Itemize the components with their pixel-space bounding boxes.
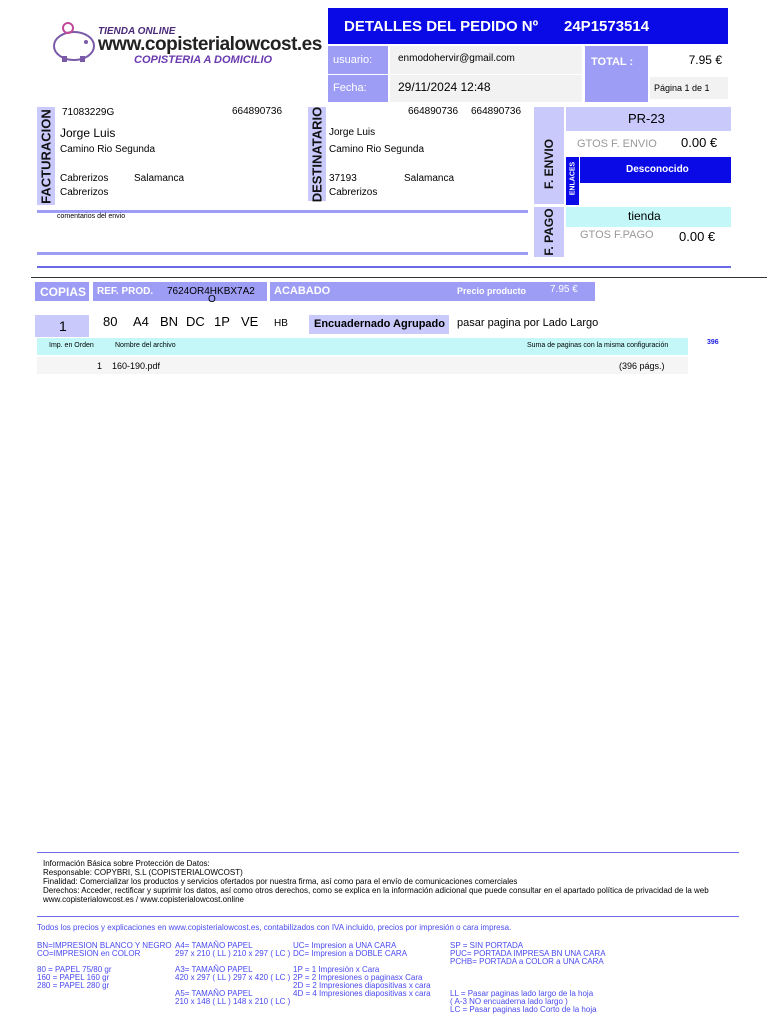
legend-line: DC= Impresion a DOBLE CARA [293,949,408,958]
tienda-online-label: TIENDA ONLINE [98,26,176,37]
envio-code-cell [566,107,731,131]
legend-line: 280 = PAPEL 280 gr [37,981,110,990]
spec-hb: HB [274,318,288,329]
dest-phone2: 664890736 [471,106,522,117]
legend-col-1 [37,942,177,990]
total-label: TOTAL : [591,56,634,68]
fecha-label: Fecha: [333,82,367,94]
pagina-label: Página 1 de 1 [654,83,710,93]
dest-address: Camino Rio Segunda [329,144,425,155]
prices-note: Todos los precios y explicaciones en www.copisterialowcost.es, contabilizados con IVA incluido, precios por impresión o cara impresa. [37,923,512,932]
section-divider-black [31,277,767,278]
pasar-pagina: pasar pagina por Lado Largo [457,317,599,329]
col-order: Imp. en Orden [49,342,94,349]
table-row [37,357,688,374]
gtos-envio-label: GTOS F. ENVIO [577,138,657,150]
fact-phone: 664890736 [232,106,283,117]
legend-line: 1P = 1 Impresión x Cara [293,965,380,974]
footer-top-rule [37,852,739,853]
legend-col-4 [450,942,620,1014]
precio-value: 7.95 € [550,284,578,295]
legal-line: Responsable: COPYBRI, S.L (COPISTERIALOWCOST) [43,868,243,877]
usuario-label: usuario: [333,54,373,66]
dest-province: Salamanca [404,173,455,184]
legend-line: 2P = 2 Impresiones o paginasx Cara [293,973,423,982]
envio-side [534,107,564,204]
facturacion-label: FACTURACION [38,109,54,204]
order-title-bar [328,8,728,44]
usuario-label-cell [328,46,388,74]
spec-size: A4 [133,314,149,329]
copias-header [35,282,89,301]
legend-line: A5= TAMAÑO PAPEL [175,989,253,998]
fact-city2: Cabrerizos [60,187,109,198]
acabado-header [270,282,595,301]
legend-line: BN=IMPRESION BLANCO Y NEGRO [37,941,172,950]
spec-color: BN [160,314,179,329]
fecha-value: 29/11/2024 12:48 [398,80,491,94]
total-label-cell [585,46,648,102]
enlaces-box [566,157,579,205]
fact-id: 71083229G [62,107,115,118]
comments-bottom-rule [37,252,528,255]
legend-line: PUC= PORTADA IMPRESA BN UNA CARA [450,949,606,958]
envio-label: F. ENVIO [542,139,556,190]
gtos-pago-label: GTOS F.PAGO [580,229,654,241]
legend-line: 297 x 210 ( LL ) 210 x 297 ( LC ) [175,949,291,958]
row-order: 1 [97,361,103,371]
row-pages: (396 págs.) [619,361,665,371]
legend-line: 2D = 2 Impresiones diapositivas x cara [293,981,431,990]
copias-label: COPIAS [40,285,87,299]
ref-label: REF. PROD. [97,286,154,297]
pago-label: F. PAGO [542,208,556,256]
legal-line: Información Básica sobre Protección de Datos: [43,859,210,868]
fecha-value-cell [390,75,582,102]
section-divider-blue [37,266,731,268]
envio-code: PR-23 [628,111,665,126]
order-title: DETALLES DEL PEDIDO Nº [344,18,539,35]
dest-name: Jorge Luis [329,127,376,138]
enlaces-label: ENLACES [569,161,577,196]
fact-name: Jorge Luis [60,126,116,140]
dest-postal: 37193 [329,173,357,184]
ref-value: 7624OR4HKBX7A2 [167,286,255,297]
legend-line: A3= TAMAÑO PAPEL [175,965,253,974]
legend-col-3 [293,942,443,998]
spec-paper: 80 [103,314,118,329]
envio-status: Desconocido [626,164,689,175]
destinatario-side [308,107,326,201]
ref-header [93,282,267,301]
legend-line: 4D = 4 Impresiones diapositivas x cara [293,989,431,998]
row-filename: 160-190.pdf [112,361,161,371]
pago-side [534,207,564,257]
spec-pages-per-side: 1P [214,314,230,329]
logo [44,14,322,70]
files-table-header [37,338,688,355]
spec-orientation: VE [241,314,259,329]
pago-method: tienda [628,209,661,223]
legend-col-2 [175,942,295,1006]
copias-value: 1 [59,318,67,334]
order-number: 24P1573514 [564,18,650,35]
gtos-envio-value: 0.00 € [681,135,718,150]
legend-line: LL = Pasar paginas lado largo de la hoja [450,989,594,998]
gtos-pago-value: 0.00 € [679,229,716,244]
legal-block [43,859,733,904]
fact-city: Cabrerizos [60,173,109,184]
fact-address: Camino Rio Segunda [60,144,156,155]
legend-line [450,966,620,974]
tagline: COPISTERIA A DOMICILIO [134,54,273,66]
fact-province: Salamanca [134,173,185,184]
usuario-value-cell [390,46,582,74]
acabado-value: Encuadernado Agrupado [314,318,445,330]
destinatario-label: DESTINATARIO [309,106,325,203]
col-name: Nombre del archivo [115,342,176,349]
site-url: www.copisterialowcost.es [98,34,322,55]
legend-line: SP = SIN PORTADA [450,941,524,950]
copias-value-cell [35,315,89,337]
fecha-label-cell [328,75,388,102]
legend-line: LC = Pasar paginas lado Corto de la hoja [450,1005,597,1014]
legend-line: 420 x 297 ( LL ) 297 x 420 ( LC ) [175,973,291,982]
footer-mid-rule [37,916,739,917]
precio-label: Precio producto [457,286,527,296]
total-value: 7.95 € [688,53,722,67]
pago-method-cell [566,207,731,227]
legend-line: ( A-3 NO encuaderna lado largo ) [450,997,568,1006]
envio-status-cell [580,157,731,183]
dest-city: Cabrerizos [329,187,378,198]
legal-line: Derechos: Acceder, rectificar y suprimir los datos, así como otros derechos, como se explica en la información adicional que puede consultar en el apartado política de privacidad de la web [43,886,709,895]
total-value-cell [650,46,728,74]
col-sum: Suma de paginas con la misma configuración [527,342,669,349]
legend-line: 80 = PAPEL 75/80 gr [37,965,112,974]
spec-sides: DC [186,314,205,329]
legend-line: 160 = PAPEL 160 gr [37,973,110,982]
ref-suffix: O [208,294,216,305]
legend-line: CO=IMPRESION en COLOR [37,949,141,958]
legend-line: PCHB= PORTADA a COLOR a UNA CARA [450,957,604,966]
legal-line: Finalidad: Comercializar los productos y servicios ofertados por nuestra firma, así como para el envío de comunicaciones comerciales [43,877,518,886]
piggy-bank-icon [48,20,100,64]
legend-line: 210 x 148 ( LL ) 148 x 210 ( LC ) [175,997,291,1006]
sum-total: 396 [707,339,719,346]
facturacion-side [37,107,55,205]
acabado-value-cell [309,315,449,334]
dest-phone1: 664890736 [408,106,459,117]
comments-label: comentarios del envio [57,213,126,220]
legend-line: UC= Impresion a UNA CARA [293,941,397,950]
usuario-value: enmodohervir@gmail.com [398,53,515,64]
acabado-label: ACABADO [274,285,331,297]
legend-line: A4= TAMAÑO PAPEL [175,941,253,950]
legal-line: www.copisterialowcost.es / www.copisterialowcost.online [43,895,244,904]
legend-line [450,974,620,982]
pagina-cell [650,77,728,99]
